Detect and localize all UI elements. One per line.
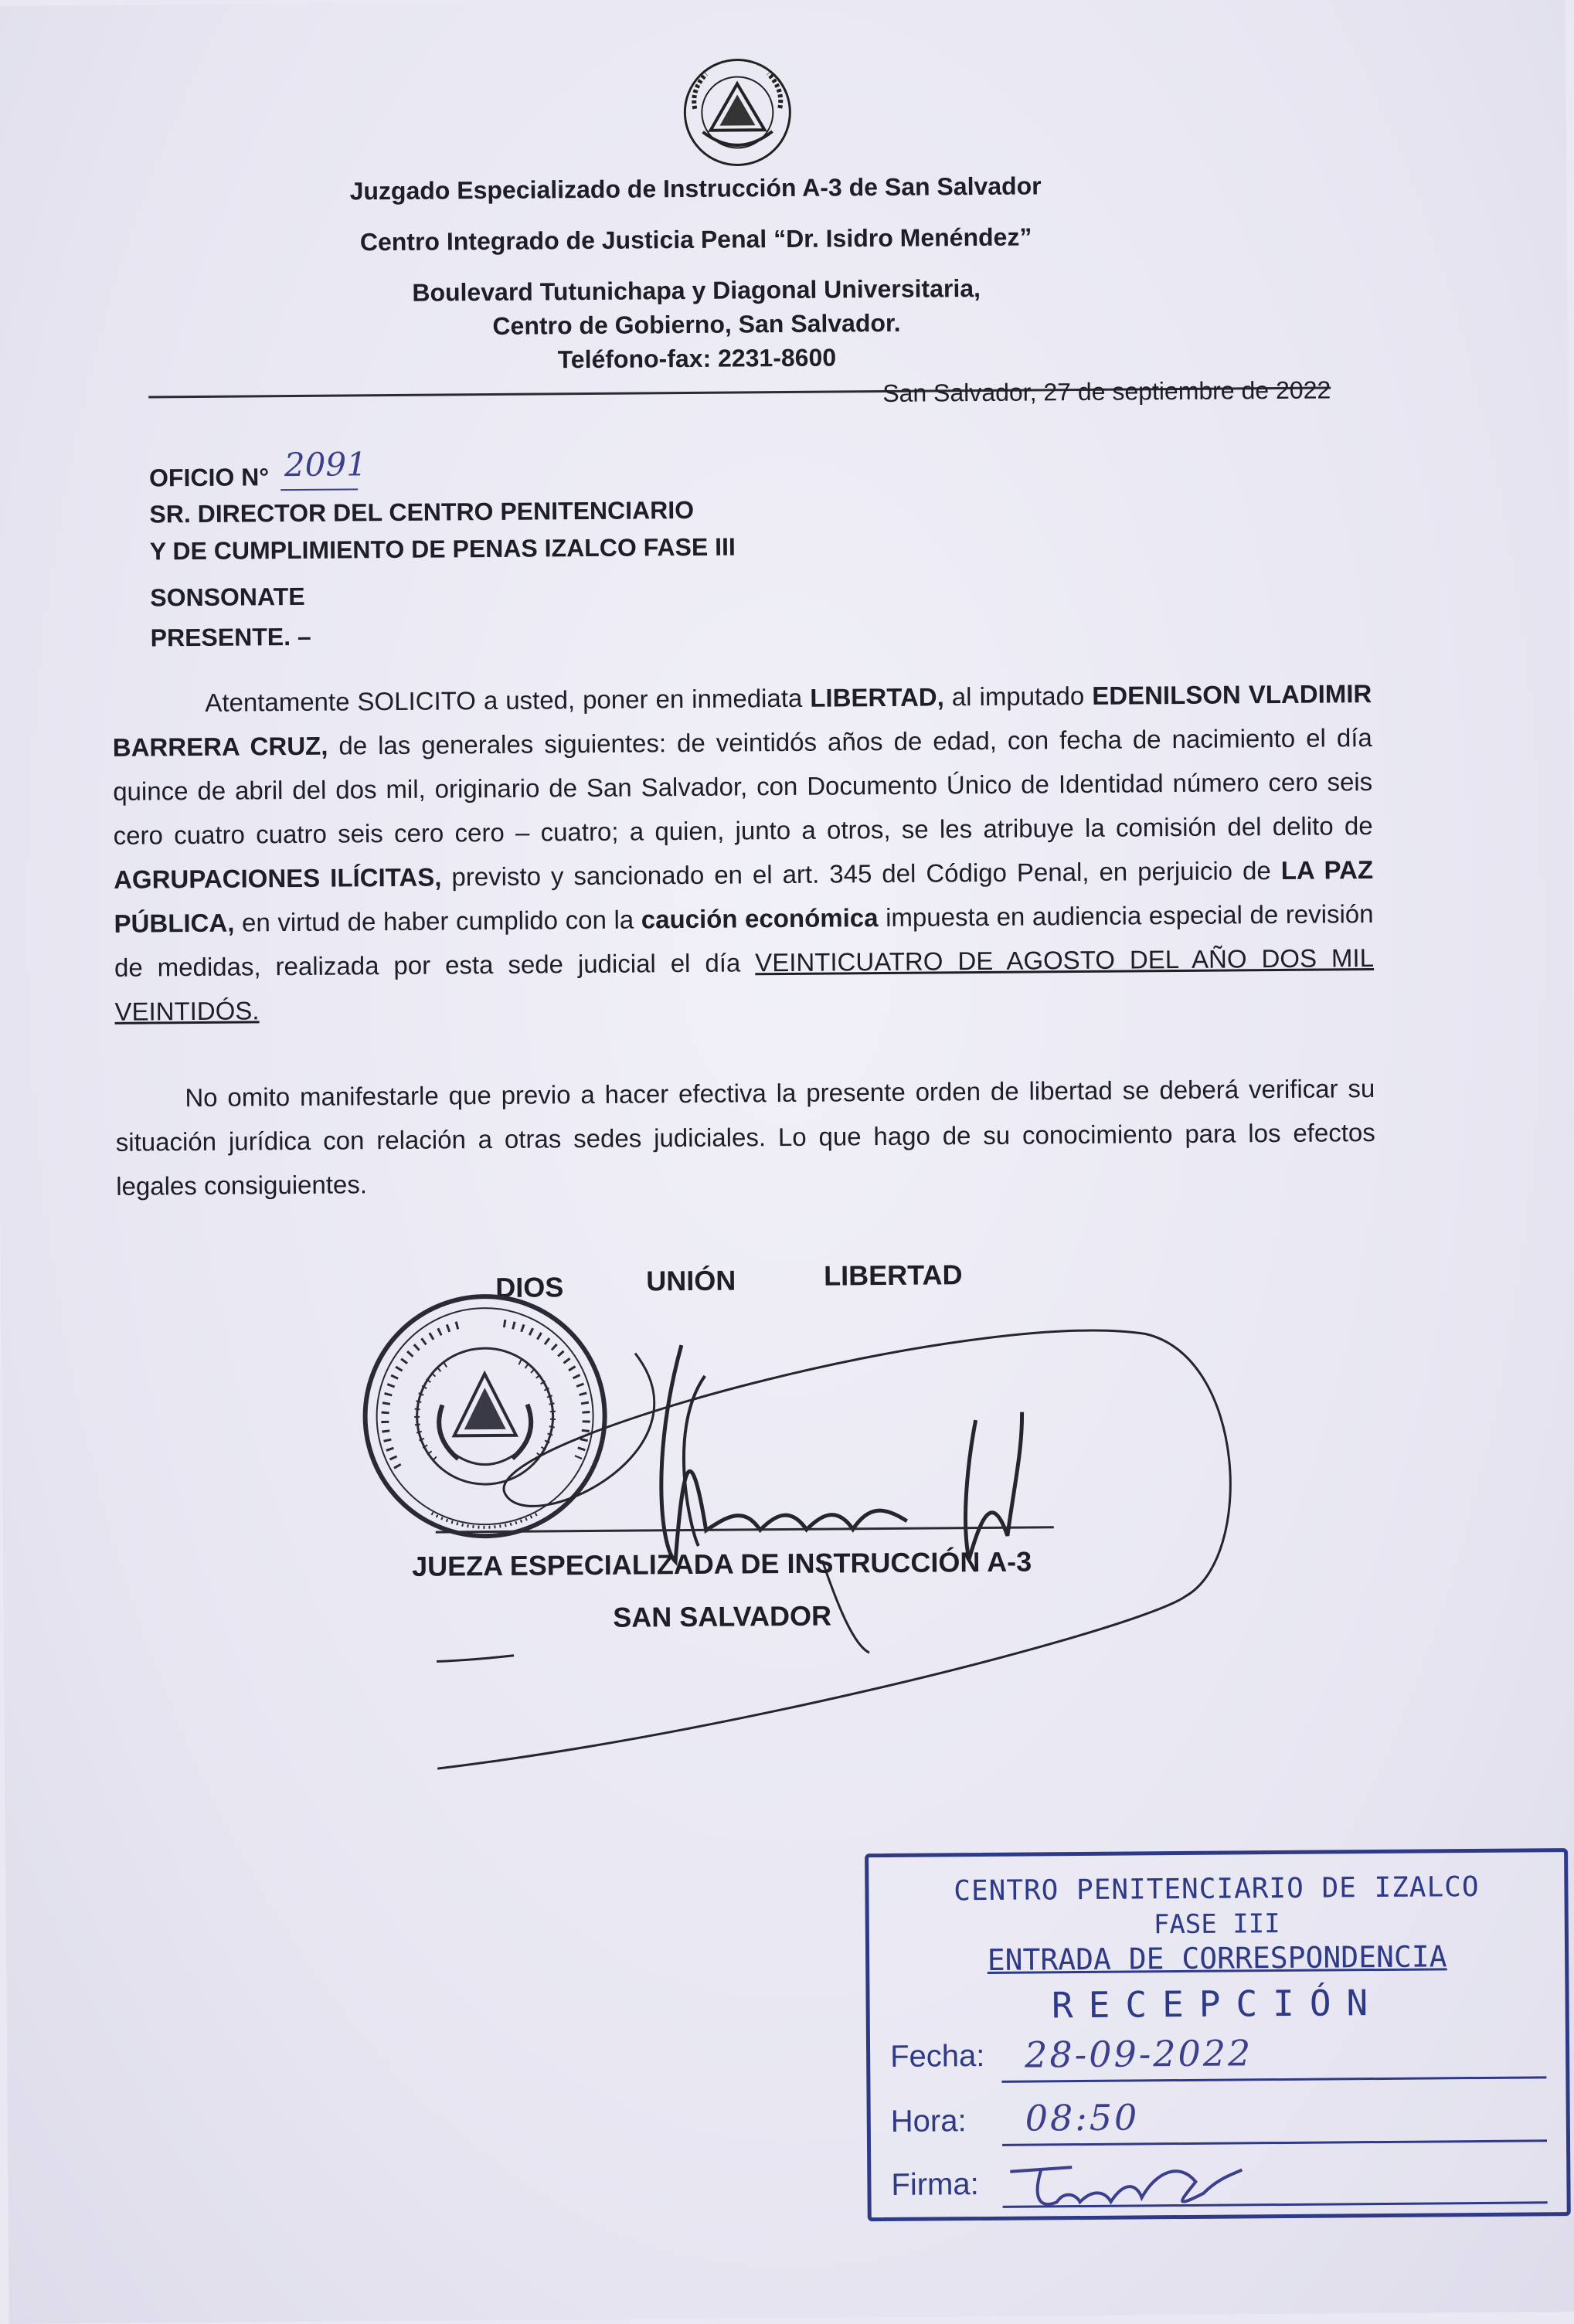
stamp-hora-label: Hora: [890, 2104, 967, 2139]
stamp-firma-signature [1002, 2146, 1250, 2218]
signer-title: JUEZA ESPECIALIZADA DE INSTRUCCIÓN A-3 [411, 1545, 1032, 1582]
motto-dios: DIOS [495, 1271, 564, 1303]
motto-union: UNIÓN [646, 1264, 736, 1297]
signer-city: SAN SALVADOR [613, 1599, 832, 1633]
p1-text-d: previsto y sancionado en el art. 345 del Código Penal, en perjuicio de [441, 855, 1281, 892]
court-name: Juzgado Especializado de Instrucción A-3 de San Salvador [349, 172, 1042, 206]
hearing-date: VEINTICUATRO DE AGOSTO DEL AÑO DOS MIL VEINTIDÓS. [114, 943, 1375, 1026]
oficio-number: 2091 [284, 445, 368, 484]
addressee-line-4: PRESENTE. – [150, 622, 311, 652]
stamp-fecha-value: 28-09-2022 [1024, 2032, 1253, 2076]
body-paragraph-2: No omito manifestarle que previo a hacer efectiva la presente orden de libertad se deberá verificar su situación jurídica con relación a otras sedes judiciales. Lo que hago de su conocimiento para los efectos legales consiguientes. [115, 1074, 1375, 1201]
address-line-1: Boulevard Tutunichapa y Diagonal Universitaria, [412, 274, 981, 307]
p1-text-e: en virtud de haber cumplido con la [234, 905, 641, 937]
justice-center: Centro Integrado de Justicia Penal “Dr. Isidro Menéndez” [359, 223, 1032, 257]
stamp-phase: FASE III [1153, 1908, 1280, 1941]
addressee-line-3: SONSONATE [150, 582, 305, 612]
stamp-firma-label: Firma: [891, 2167, 979, 2202]
p1-text-f: impuesta en audiencia especial de revisión de medidas, realizada por esta sede judicial el día [114, 899, 1374, 982]
oficio-label: OFICIO N° [148, 463, 270, 492]
hora-line [1002, 2139, 1547, 2146]
stamp-fecha-label: Fecha: [889, 2039, 985, 2074]
addressee-line-1: SR. DIRECTOR DEL CENTRO PENITENCIARIO [149, 495, 695, 528]
document-date: San Salvador, 27 de septiembre de 2022 [882, 375, 1331, 407]
p1-text-a: Atentamente SOLICITO a usted, poner en inmediata [205, 683, 811, 717]
body-paragraph-1 [112, 671, 1375, 1034]
crime-name: AGRUPACIONES ILÍCITAS, [113, 862, 442, 894]
bail-emphasis: caución económica [641, 903, 879, 934]
stamp-reception: RECEPCIÓN [1051, 1981, 1384, 2027]
fecha-line [1001, 2076, 1546, 2083]
stamp-institution: CENTRO PENITENCIARIO DE IZALCO [954, 1870, 1480, 1908]
p1-text-b: al imputado [943, 681, 1093, 712]
stamp-hora-value: 08:50 [1025, 2096, 1140, 2139]
national-crest-icon [671, 54, 804, 171]
stamp-entry: ENTRADA DE CORRESPONDENCIA [987, 1939, 1447, 1977]
addressee-line-2: Y DE CUMPLIMIENTO DE PENAS IZALCO FASE III [149, 532, 736, 566]
reception-stamp [865, 1848, 1571, 2221]
defendant-name: EDENILSON VLADIMIR BARRERA CRUZ, [112, 679, 1372, 762]
address-line-2: Centro de Gobierno, San Salvador. [492, 308, 901, 340]
victim-name: LA PAZ PÚBLICA, [114, 855, 1374, 938]
phone-fax: Teléfono-fax: 2231-8600 [557, 343, 837, 374]
libertad-emphasis: LIBERTAD, [810, 682, 944, 712]
p1-text-c: de las generales siguientes: de veintidós años de edad, con fecha de nacimiento el día quince de abril del dos mil, originario de San Salvador, con Documento Único de Identidad número cero seis cero cuatro cuatro seis cero cero – cuatro; a quien, junto a otros, se les atribuye la comisión del delito de [113, 723, 1373, 850]
motto-libertad: LIBERTAD [824, 1259, 963, 1292]
judge-signature [433, 1232, 1287, 1780]
oficio-underline [280, 488, 358, 491]
